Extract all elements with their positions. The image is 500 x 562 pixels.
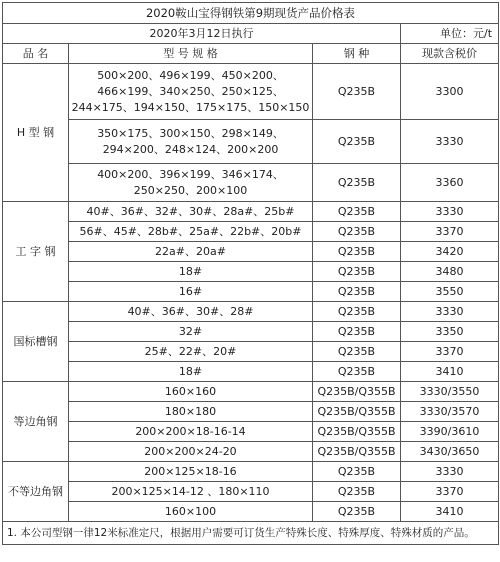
table-row [3, 120, 499, 164]
price-cell: 3550 [401, 282, 499, 302]
table-row [3, 462, 499, 482]
spec-cell: 18# [69, 262, 313, 282]
table-row [3, 402, 499, 422]
grade-cell: Q235B/Q355B [313, 422, 401, 442]
spec-cell: 200×125×18-16 [69, 462, 313, 482]
grade-cell: Q235B [313, 64, 401, 120]
price-cell: 3430/3650 [401, 442, 499, 462]
grade-cell: Q235B [313, 262, 401, 282]
grade-cell: Q235B/Q355B [313, 402, 401, 422]
price-cell: 3360 [401, 164, 499, 202]
price-cell: 3370 [401, 222, 499, 242]
table-row [3, 262, 499, 282]
price-cell: 3330 [401, 120, 499, 164]
grade-cell: Q235B [313, 282, 401, 302]
grade-cell: Q235B [313, 502, 401, 522]
table-row [3, 322, 499, 342]
price-cell: 3410 [401, 502, 499, 522]
table-row [3, 362, 499, 382]
header-grade: 钢 种 [313, 44, 401, 64]
price-cell: 3480 [401, 262, 499, 282]
price-cell: 3330/3550 [401, 382, 499, 402]
grade-cell: Q235B [313, 222, 401, 242]
table-title: 2020鞍山宝得钢铁第9期现货产品价格表 [3, 3, 499, 24]
product-name-cell: 不等边角钢 [3, 462, 69, 522]
table-row [3, 202, 499, 222]
spec-cell: 500×200、496×199、450×200、466×199、340×250、250×125、244×175、194×150、175×175、150×150 [69, 64, 313, 120]
header-product: 品 名 [3, 44, 69, 64]
grade-cell: Q235B [313, 242, 401, 262]
price-cell: 3370 [401, 342, 499, 362]
effective-date: 2020年3月12日执行 [3, 24, 401, 44]
price-cell: 3370 [401, 482, 499, 502]
spec-cell: 18# [69, 362, 313, 382]
price-cell: 3410 [401, 362, 499, 382]
spec-cell: 200×200×18-16-14 [69, 422, 313, 442]
spec-cell: 160×100 [69, 502, 313, 522]
spec-cell: 40#、36#、32#、30#、28a#、25b# [69, 202, 313, 222]
spec-cell: 200×125×14-12 、180×110 [69, 482, 313, 502]
spec-cell: 16# [69, 282, 313, 302]
spec-cell: 32# [69, 322, 313, 342]
spec-cell: 400×200、396×199、346×174、250×250、200×100 [69, 164, 313, 202]
unit-label: 单位：元/t [401, 24, 499, 44]
table-row [3, 64, 499, 120]
spec-cell: 180×180 [69, 402, 313, 422]
table-row [3, 442, 499, 462]
grade-cell: Q235B [313, 362, 401, 382]
table-row [3, 482, 499, 502]
price-cell: 3300 [401, 64, 499, 120]
spec-cell: 22a#、20a# [69, 242, 313, 262]
spec-cell: 200×200×24-20 [69, 442, 313, 462]
header-spec: 型 号 规 格 [69, 44, 313, 64]
product-name-cell: H 型 钢 [3, 64, 69, 202]
price-cell: 3420 [401, 242, 499, 262]
table-row [3, 302, 499, 322]
table-row [3, 222, 499, 242]
table-row [3, 382, 499, 402]
grade-cell: Q235B [313, 462, 401, 482]
table-row [3, 164, 499, 202]
spec-cell: 160×160 [69, 382, 313, 402]
spec-cell: 40#、36#、30#、28# [69, 302, 313, 322]
product-name-cell: 国标槽钢 [3, 302, 69, 382]
table-row [3, 422, 499, 442]
product-name-cell: 等边角钢 [3, 382, 69, 462]
price-cell: 3330 [401, 302, 499, 322]
price-cell: 3330/3570 [401, 402, 499, 422]
table-row [3, 342, 499, 362]
grade-cell: Q235B [313, 302, 401, 322]
price-table [2, 2, 499, 545]
grade-cell: Q235B [313, 202, 401, 222]
grade-cell: Q235B [313, 120, 401, 164]
footnote: 1. 本公司型钢一律12米标准定尺，根据用户需要可订货生产特殊长度、特殊厚度、特殊材质的产品。 [3, 522, 499, 545]
price-cell: 3350 [401, 322, 499, 342]
table-row [3, 502, 499, 522]
price-cell: 3390/3610 [401, 422, 499, 442]
grade-cell: Q235B [313, 322, 401, 342]
grade-cell: Q235B [313, 482, 401, 502]
table-row [3, 242, 499, 262]
spec-cell: 56#、45#、28b#、25a#、22b#、20b# [69, 222, 313, 242]
product-name-cell: 工 字 钢 [3, 202, 69, 302]
grade-cell: Q235B/Q355B [313, 442, 401, 462]
grade-cell: Q235B/Q355B [313, 382, 401, 402]
grade-cell: Q235B [313, 342, 401, 362]
spec-cell: 25#、22#、20# [69, 342, 313, 362]
grade-cell: Q235B [313, 164, 401, 202]
table-row [3, 282, 499, 302]
header-price: 现款含税价 [401, 44, 499, 64]
price-cell: 3330 [401, 202, 499, 222]
price-cell: 3330 [401, 462, 499, 482]
spec-cell: 350×175、300×150、298×149、294×200、248×124、200×200 [69, 120, 313, 164]
